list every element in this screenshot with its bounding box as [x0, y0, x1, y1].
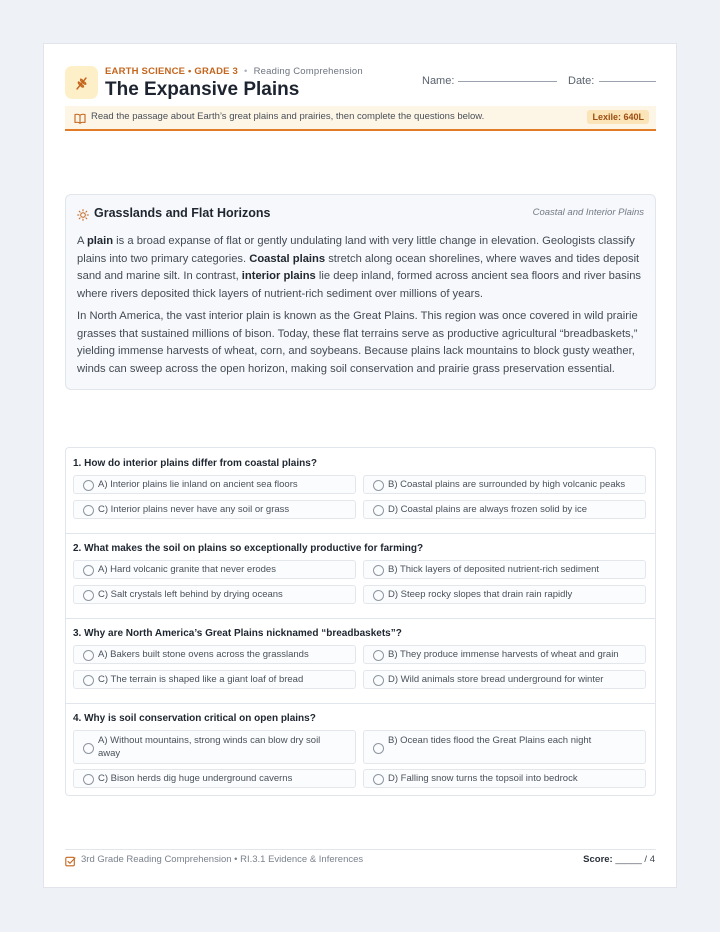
passage-paragraph-1: [77, 233, 647, 303]
question-3-text: 3. Why are North America’s Great Plains nicknamed “breadbaskets”?: [73, 628, 402, 639]
radio-button[interactable]: [373, 480, 384, 491]
worksheet: [43, 43, 677, 888]
question-divider: [66, 533, 655, 534]
radio-button[interactable]: [83, 774, 94, 785]
question-3-option-b[interactable]: [363, 645, 646, 664]
option-label: C) Interior plains never have any soil or grass: [98, 504, 290, 515]
instructions-text: Read the passage about Earth’s great plains and prairies, then complete the questions below.: [91, 111, 485, 122]
option-label: B) Coastal plains are surrounded by high volcanic peaks: [388, 479, 626, 490]
radio-button[interactable]: [373, 650, 384, 661]
eyebrow-separator: •: [244, 66, 248, 77]
radio-button[interactable]: [373, 590, 384, 601]
question-4-option-a[interactable]: [73, 730, 356, 764]
radio-button[interactable]: [83, 675, 94, 686]
radio-button[interactable]: [83, 743, 94, 754]
option-label: B) Ocean tides flood the Great Plains each night: [388, 735, 592, 746]
name-field[interactable]: [458, 81, 557, 82]
radio-button[interactable]: [373, 565, 384, 576]
passage-text: is a broad expanse of flat or gently undulating land with very little change in elevation. Geologists classify plains into two primary categories.: [77, 235, 635, 265]
option-label: D) Falling snow turns the topsoil into bedrock: [388, 773, 578, 784]
book-icon: [74, 111, 86, 129]
footer-standard: 3rd Grade Reading Comprehension • RI.3.1 Evidence & Inferences: [81, 854, 364, 865]
option-label: C) The terrain is shaped like a giant loaf of bread: [98, 674, 304, 685]
question-1-option-c[interactable]: [73, 500, 356, 519]
passage-text: lie deep inland, formed across ancient sea floors and river basins where rivers deposited thick layers of nutrient-rich sediment over millions of years.: [77, 270, 642, 300]
question-4-option-c[interactable]: [73, 769, 356, 788]
option-label: A) Without mountains, strong winds can blow dry soil away: [98, 735, 321, 759]
option-label: C) Bison herds dig huge underground caverns: [98, 773, 293, 784]
question-1-option-a[interactable]: [73, 475, 356, 494]
question-list: [65, 447, 656, 796]
radio-button[interactable]: [373, 774, 384, 785]
radio-button[interactable]: [83, 480, 94, 491]
passage-key-term: Coastal plains: [249, 252, 326, 265]
passage-text: A: [77, 235, 87, 247]
date-field[interactable]: [599, 81, 656, 82]
question-1-option-d[interactable]: [363, 500, 646, 519]
radio-button[interactable]: [83, 505, 94, 516]
question-3-option-a[interactable]: [73, 645, 356, 664]
radio-button[interactable]: [83, 590, 94, 601]
date-label: Date:: [568, 75, 595, 87]
score-value: _____ / 4: [615, 854, 655, 865]
score-label: Score:: [583, 854, 613, 865]
footer-divider: [65, 849, 656, 850]
option-label: D) Wild animals store bread underground for winter: [388, 674, 604, 685]
checkbox-icon: [65, 854, 76, 872]
passage-paragraph-2: In North America, the vast interior plain is known as the Great Plains. This region was once covered in wild prairie grasses that sustained millions of bison. Today, these flat terrains serve as productive agricultural “breadbaskets,” yielding immense harvests of wheat, corn, and soybeans. Because plains lack mountains to block gusty weather, winds can sweep across the open horizon, making soil conservation and prairie grass preservation essential.: [77, 310, 638, 375]
option-label: A) Interior plains lie inland on ancient sea floors: [98, 479, 298, 490]
question-4-option-d[interactable]: [363, 769, 646, 788]
question-divider: [66, 703, 655, 704]
question-2-option-c[interactable]: [73, 585, 356, 604]
option-label: A) Bakers built stone ovens across the grasslands: [98, 649, 309, 660]
score-field[interactable]: [583, 854, 655, 865]
question-3-option-c[interactable]: [73, 670, 356, 689]
radio-button[interactable]: [373, 505, 384, 516]
name-label: Name:: [422, 75, 455, 87]
radio-button[interactable]: [83, 650, 94, 661]
question-1-option-b[interactable]: [363, 475, 646, 494]
option-label: D) Steep rocky slopes that drain rain rapidly: [388, 589, 573, 600]
question-divider: [66, 618, 655, 619]
header-eyebrow: [105, 66, 363, 77]
question-4-text: 4. Why is soil conservation critical on open plains?: [73, 713, 316, 724]
question-2-option-d[interactable]: [363, 585, 646, 604]
question-4-option-b[interactable]: [363, 730, 646, 764]
question-2-text: 2. What makes the soil on plains so exceptionally productive for farming?: [73, 543, 424, 554]
lexile-badge: Lexile: 640L: [587, 110, 649, 124]
category-label: Reading Comprehension: [253, 66, 363, 77]
wheat-icon: [65, 66, 98, 99]
option-label: C) Salt crystals left behind by drying oceans: [98, 589, 283, 600]
reading-passage: [65, 194, 656, 390]
passage-tag: Coastal and Interior Plains: [532, 207, 644, 218]
option-label: B) They produce immense harvests of wheat and grain: [388, 649, 619, 660]
instructions-bar: [65, 106, 656, 131]
option-label: A) Hard volcanic granite that never erodes: [98, 564, 276, 575]
page-title: The Expansive Plains: [105, 79, 300, 100]
passage-key-term: plain: [86, 235, 114, 247]
sun-icon: [77, 208, 89, 226]
radio-button[interactable]: [373, 675, 384, 686]
passage-text: stretch along ocean shorelines, where waves and tides deposit sand and marine silt. In contrast,: [77, 252, 640, 283]
question-1-text: 1. How do interior plains differ from coastal plains?: [73, 458, 317, 469]
question-2-option-b[interactable]: [363, 560, 646, 579]
option-label: D) Coastal plains are always frozen solid by ice: [388, 504, 588, 515]
passage-key-term: interior plains: [241, 270, 316, 283]
question-3-option-d[interactable]: [363, 670, 646, 689]
radio-button[interactable]: [83, 565, 94, 576]
radio-button[interactable]: [373, 743, 384, 754]
option-label: B) Thick layers of deposited nutrient-rich sediment: [388, 564, 600, 575]
subject-label: EARTH SCIENCE • GRADE 3: [105, 66, 239, 77]
question-2-option-a[interactable]: [73, 560, 356, 579]
passage-title: Grasslands and Flat Horizons: [94, 206, 271, 220]
